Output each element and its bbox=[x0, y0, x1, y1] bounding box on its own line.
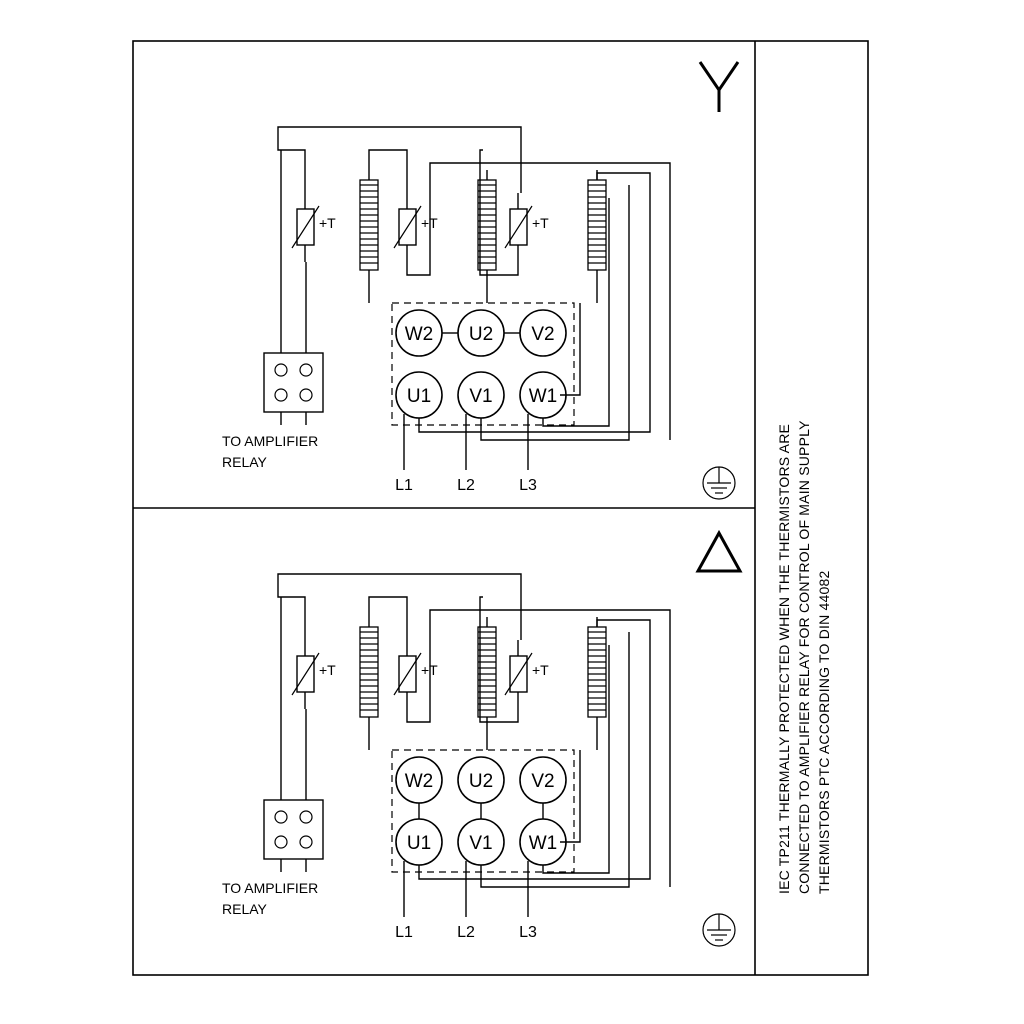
terminal-w1: W1 bbox=[528, 833, 558, 854]
thermistor-label-2: +T bbox=[421, 215, 438, 231]
terminal-u1: U1 bbox=[406, 833, 432, 854]
earth-ground-symbol bbox=[703, 467, 735, 499]
amplifier-label-line2: RELAY bbox=[222, 454, 267, 470]
terminal-v2: V2 bbox=[531, 324, 555, 345]
terminals-top-row bbox=[396, 757, 566, 803]
supply-line-l3: L3 bbox=[519, 477, 537, 494]
supply-line-l1: L1 bbox=[395, 477, 413, 494]
thermistor-label-1: +T bbox=[319, 215, 336, 231]
amplifier-terminal-block bbox=[264, 150, 323, 425]
terminal-w1: W1 bbox=[528, 386, 558, 407]
thermistor-label-3: +T bbox=[532, 215, 549, 231]
thermistor-label-3: +T bbox=[532, 662, 549, 678]
panel-star bbox=[222, 62, 738, 499]
amplifier-label-line2: RELAY bbox=[222, 901, 267, 917]
terminals-top-row bbox=[396, 310, 566, 356]
terminal-v1: V1 bbox=[469, 386, 493, 407]
delta-triangle-symbol bbox=[698, 533, 740, 571]
amplifier-label-line1: TO AMPLIFIER bbox=[222, 880, 319, 896]
terminals-bottom-row bbox=[396, 803, 566, 865]
terminal-v2: V2 bbox=[531, 771, 555, 792]
winding-coil-group bbox=[360, 617, 606, 750]
supply-line-l3: L3 bbox=[519, 924, 537, 941]
supply-line-l1: L1 bbox=[395, 924, 413, 941]
note-block bbox=[776, 420, 832, 894]
terminal-v1: V1 bbox=[469, 833, 493, 854]
supply-line-l2: L2 bbox=[457, 924, 475, 941]
thermistor-label-2: +T bbox=[421, 662, 438, 678]
supply-line-l2: L2 bbox=[457, 477, 475, 494]
winding-coil-group bbox=[360, 170, 606, 303]
star-wye-symbol bbox=[700, 62, 738, 112]
terminals-bottom-row bbox=[396, 372, 566, 418]
terminal-u2: U2 bbox=[468, 771, 494, 792]
earth-ground-symbol bbox=[703, 914, 735, 946]
terminal-w2: W2 bbox=[404, 324, 434, 345]
terminal-u1: U1 bbox=[406, 386, 432, 407]
panel-delta bbox=[222, 533, 740, 946]
note-line-3: THERMISTORS PTC ACCORDING TO DIN 44082 bbox=[816, 570, 832, 894]
terminal-w2: W2 bbox=[404, 771, 434, 792]
terminal-u2: U2 bbox=[468, 324, 494, 345]
amplifier-label-line1: TO AMPLIFIER bbox=[222, 433, 319, 449]
amplifier-terminal-block bbox=[264, 597, 323, 872]
thermistor-label-1: +T bbox=[319, 662, 336, 678]
note-line-1: IEC TP211 THERMALLY PROTECTED WHEN THE THERMISTORS ARE bbox=[776, 423, 792, 894]
note-line-2: CONNECTED TO AMPLIFIER RELAY FOR CONTROL OF MAIN SUPPLY bbox=[796, 420, 812, 894]
